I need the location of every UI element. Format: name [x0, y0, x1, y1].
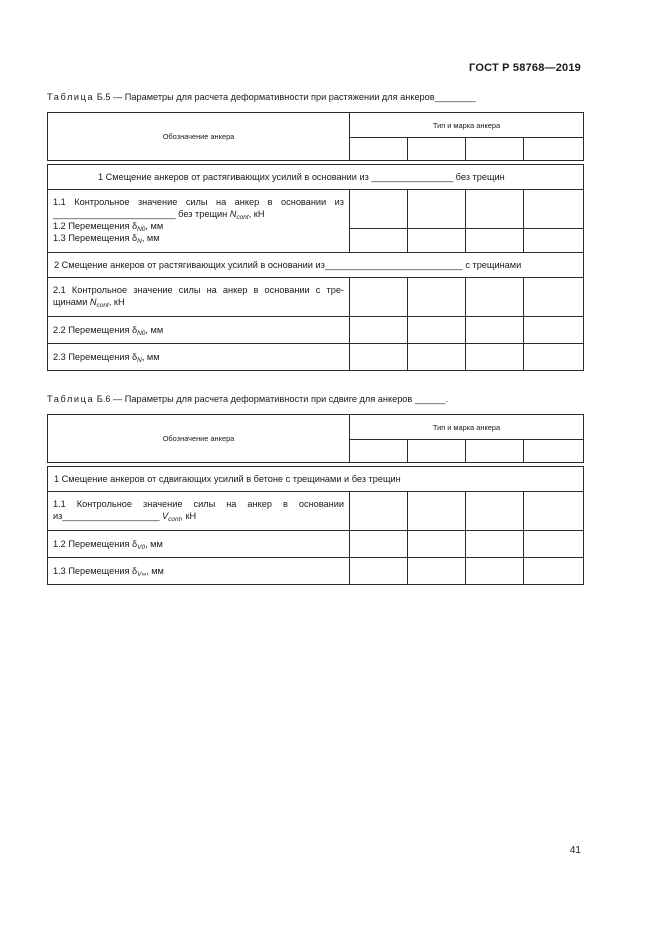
row-2-1-label: [48, 278, 350, 317]
row-2-1-line-a: 2.1 Контрольное значение силы на анкер в основании с тре-: [53, 285, 344, 295]
anchor-col-3: [466, 138, 524, 161]
value-cell: [524, 278, 584, 317]
document-id: ГОСТ Р 58768—2019: [469, 62, 581, 74]
value-cell: [524, 531, 584, 558]
value-cell: [466, 344, 524, 371]
header-designation: Обозначение анкера: [48, 415, 350, 463]
header-type-mark: Тип и марка анкера: [350, 113, 584, 138]
row-1-1-line-b: из___________________ $V_{cont}$, кН: [53, 511, 197, 523]
caption-prefix: Таблица: [47, 394, 95, 404]
caption-text: Б.6 — Параметры для расчета деформативности при сдвиге для анкеров ______.: [94, 394, 449, 404]
anchor-col-1: [350, 138, 408, 161]
value-cell: [350, 317, 408, 344]
row-1-2-label: 1.2 Перемещения $\delta_{V0}$, мм: [48, 531, 350, 558]
value-cell: [466, 558, 524, 585]
value-cell: [524, 558, 584, 585]
header-type-mark: Тип и марка анкера: [350, 415, 584, 440]
value-cell: [350, 344, 408, 371]
value-cell: [350, 278, 408, 317]
value-cell: [408, 558, 466, 585]
value-cell: [524, 492, 584, 531]
section-2-title: 2 Смещение анкеров от растягивающих усилий в основании из___________________________ с трещинами: [48, 253, 584, 278]
value-cell: [466, 492, 524, 531]
anchor-col-3: [466, 440, 524, 463]
row-1-1-line-b: ________________________ без трещин $N_{cont}$, кН: [53, 209, 265, 221]
value-cell: [350, 558, 408, 585]
value-cell: [466, 317, 524, 344]
value-cell: [350, 492, 408, 531]
section-1-title: 1 Смещение анкеров от сдвигающих усилий в бетоне с трещинами и без трещин: [48, 467, 584, 492]
value-cell: [466, 190, 524, 253]
row-2-2-label: 2.2 Перемещения $\delta_{N0}$, мм: [48, 317, 350, 344]
value-cell: [524, 190, 584, 253]
anchor-col-1: [350, 440, 408, 463]
value-cell: [408, 317, 466, 344]
row-1-3-label: 1.3 Перемещения $\delta_N$, мм: [53, 233, 160, 245]
page-number: 41: [569, 845, 581, 856]
anchor-col-4: [524, 138, 584, 161]
value-cell: [466, 278, 524, 317]
row-1-3-label: 1.3 Перемещения $\delta_{V\infty}$, мм: [48, 558, 350, 585]
row-1-1-label: [48, 492, 350, 531]
value-cell: [524, 344, 584, 371]
value-cell: [350, 531, 408, 558]
row-2-1-line-b: щинами $N_{cont}$, кН: [53, 297, 125, 309]
header-designation: Обозначение анкера: [48, 113, 350, 161]
value-cell: [350, 190, 408, 253]
row-1-1-line-a: 1.1 Контрольное значение силы на анкер в основании из: [53, 197, 344, 207]
table-b6: [47, 414, 584, 585]
row-1-1-label: [48, 190, 350, 253]
value-cell: [466, 531, 524, 558]
value-cell: [408, 344, 466, 371]
value-cell: [408, 492, 466, 531]
value-cell: [524, 317, 584, 344]
caption-text: Б.5 — Параметры для расчета деформативности при растяжении для анкеров________: [94, 92, 476, 102]
row-2-3-label: 2.3 Перемещения $\delta_N$, мм: [48, 344, 350, 371]
table-b6-caption: [47, 394, 448, 404]
value-cell: [408, 531, 466, 558]
row-1-2-label: 1.2 Перемещения $\delta_{N0}$, мм: [53, 221, 164, 233]
caption-prefix: Таблица: [47, 92, 95, 102]
anchor-col-2: [408, 440, 466, 463]
anchor-col-2: [408, 138, 466, 161]
row-1-1-line-a: 1.1 Контрольное значение силы на анкер в основании: [53, 499, 344, 509]
table-b5-caption: [47, 92, 476, 102]
value-cell: [408, 190, 466, 253]
value-cell: [408, 278, 466, 317]
section-1-title: 1 Смещение анкеров от растягивающих усилий в основании из ________________ без трещин: [48, 165, 584, 190]
table-b5: [47, 112, 584, 371]
anchor-col-4: [524, 440, 584, 463]
